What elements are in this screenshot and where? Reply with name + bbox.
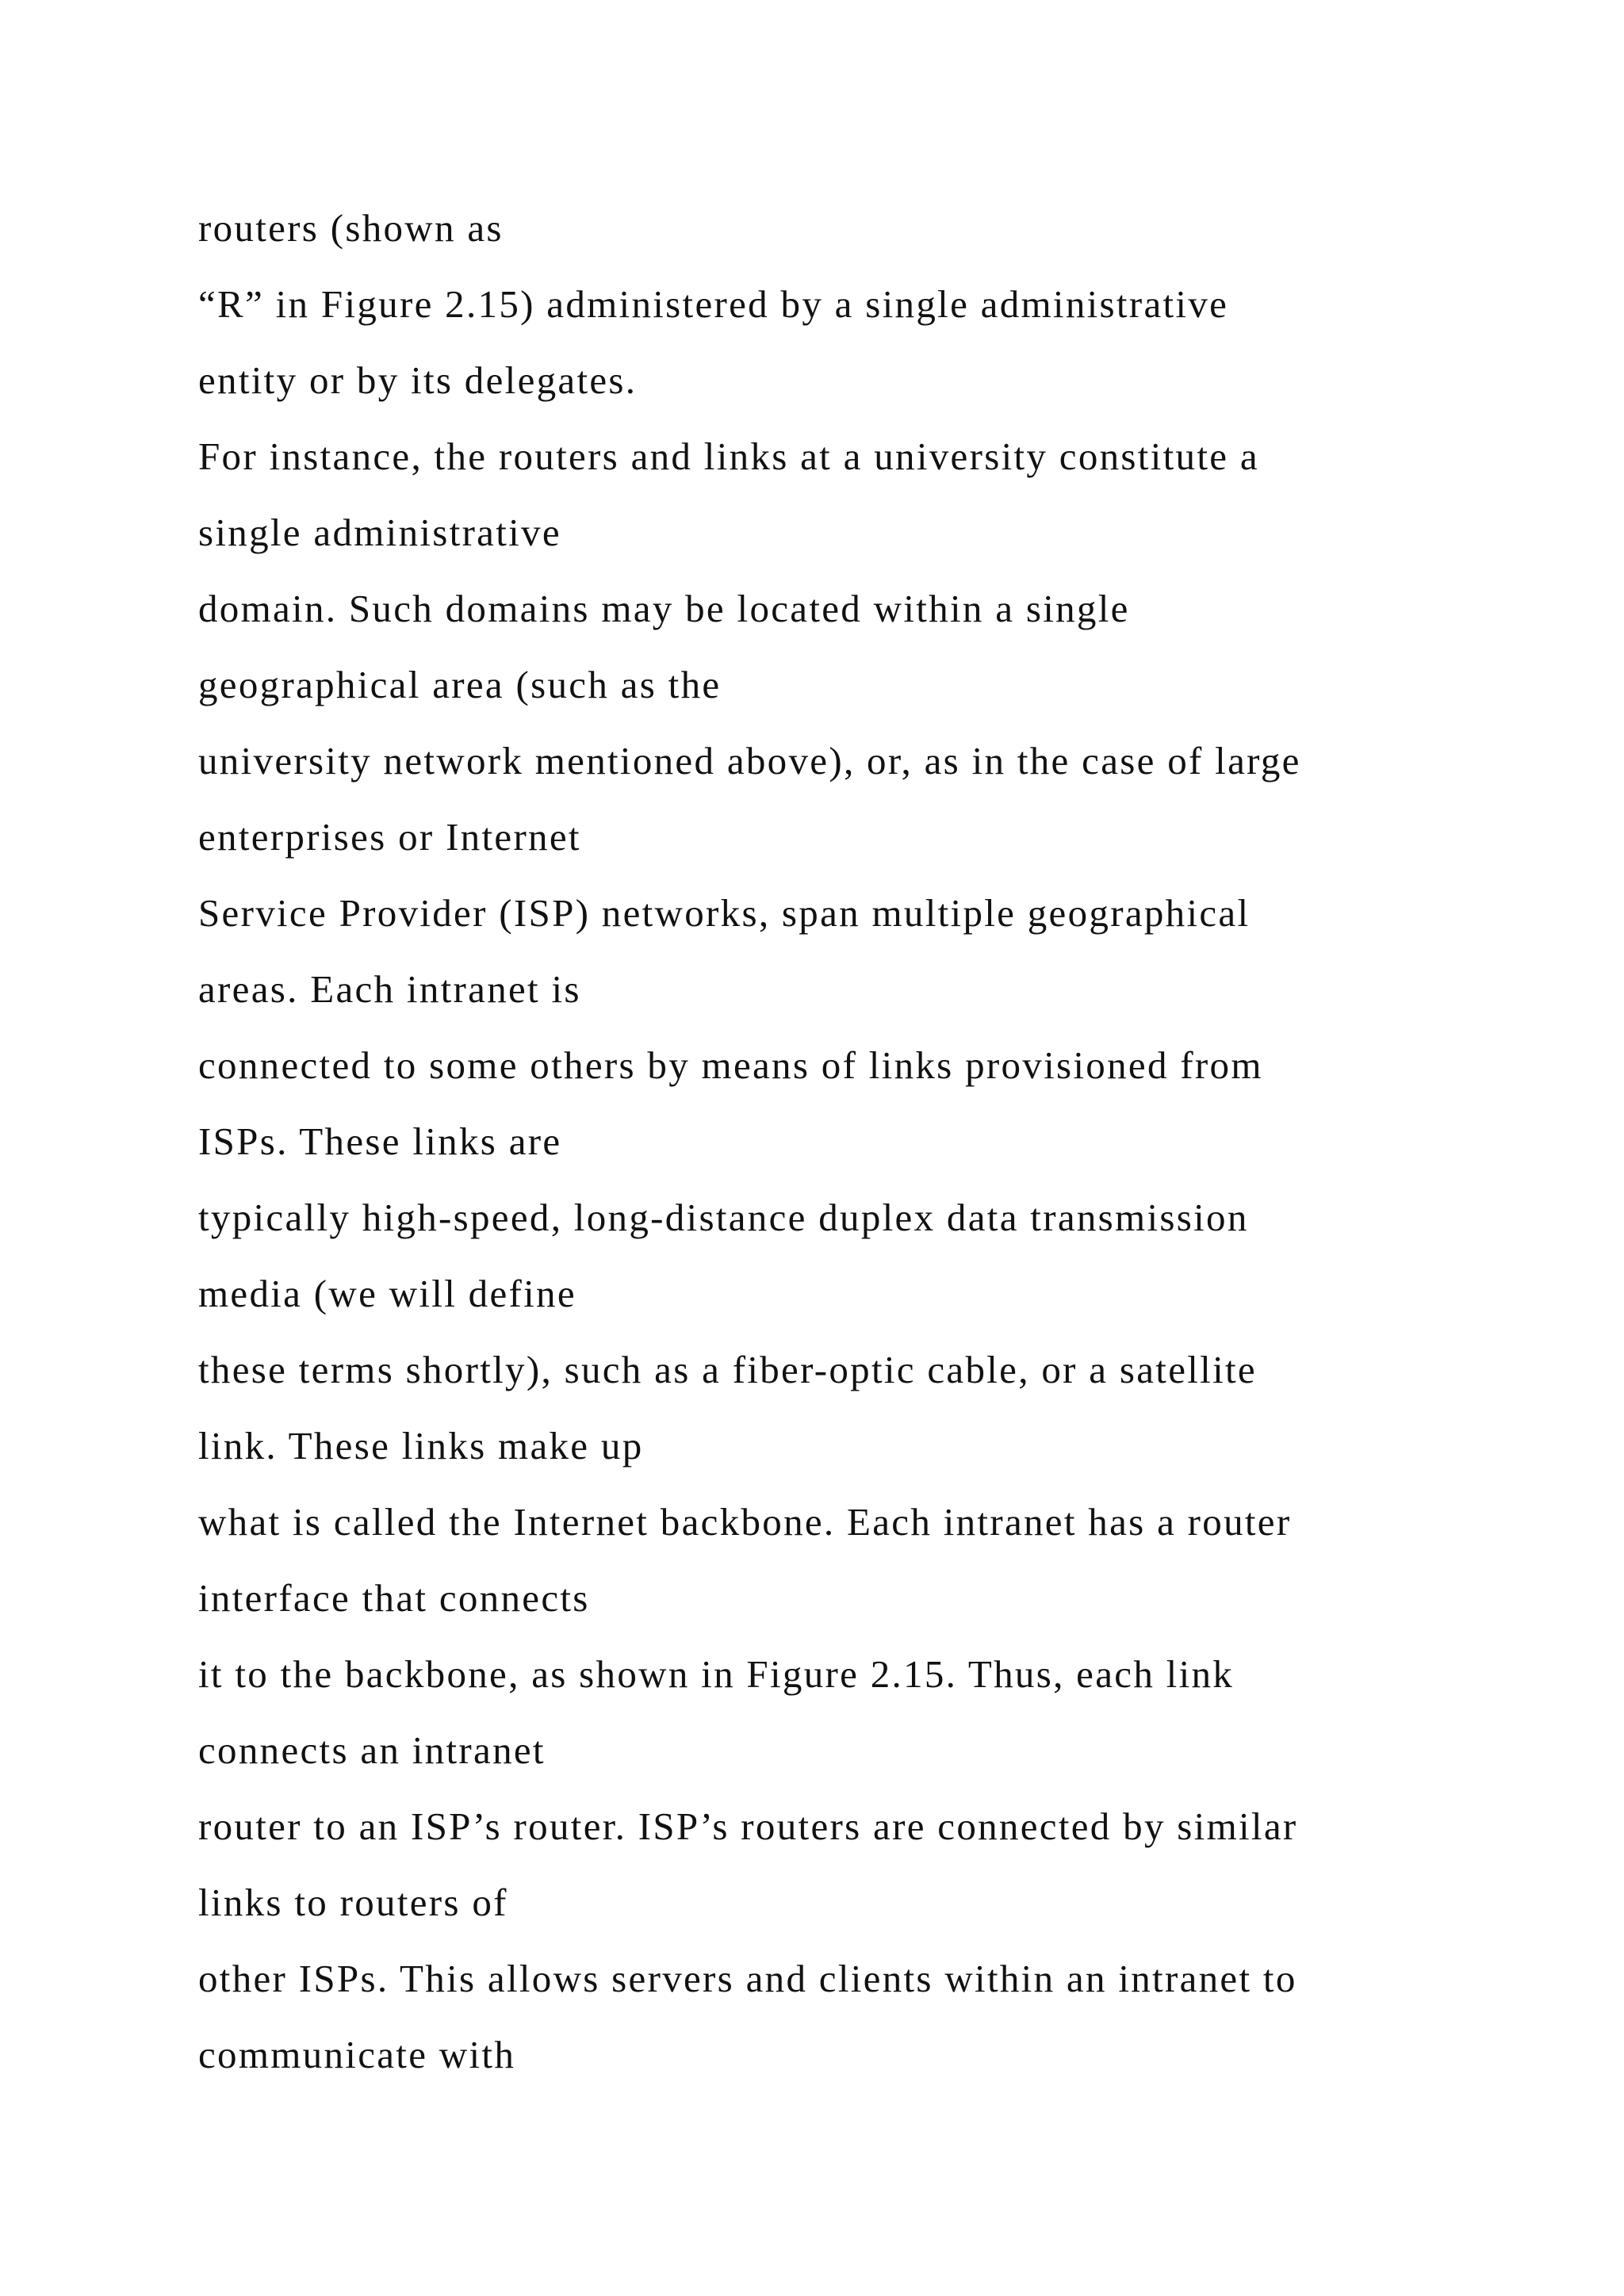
text-line: enterprises or Internet [198, 815, 581, 859]
text-line: these terms shortly), such as a fiber-optic cable, or a satellite [198, 1348, 1257, 1391]
text-line: connected to some others by means of links provisioned from [198, 1043, 1263, 1087]
text-line: domain. Such domains may be located within a single [198, 587, 1130, 630]
text-line: what is called the Internet backbone. Each intranet has a router [198, 1500, 1292, 1544]
text-line: other ISPs. This allows servers and clients within an intranet to [198, 1957, 1297, 2000]
text-line: entity or by its delegates. [198, 358, 638, 402]
text-line: routers (shown as [198, 206, 504, 250]
text-line: router to an ISP’s router. ISP’s routers are connected by similar [198, 1804, 1298, 1848]
text-line: Service Provider (ISP) networks, span multiple geographical [198, 891, 1251, 935]
text-line: media (we will define [198, 1272, 576, 1315]
body-text [198, 190, 1507, 2093]
text-line: areas. Each intranet is [198, 967, 581, 1011]
text-line: ISPs. These links are [198, 1119, 562, 1163]
text-line: connects an intranet [198, 1728, 546, 1772]
text-line: For instance, the routers and links at a university constitute a [198, 434, 1259, 478]
text-line: interface that connects [198, 1576, 590, 1620]
text-line: university network mentioned above), or, as in the case of large [198, 739, 1301, 783]
text-line: communicate with [198, 2033, 516, 2076]
text-line: typically high-speed, long-distance duplex data transmission [198, 1196, 1249, 1239]
text-line: link. These links make up [198, 1424, 644, 1468]
text-line: single administrative [198, 511, 561, 554]
text-line: geographical area (such as the [198, 663, 722, 706]
text-line: it to the backbone, as shown in Figure 2.15. Thus, each link [198, 1652, 1235, 1696]
text-line: links to routers of [198, 1881, 508, 1924]
text-line: “R” in Figure 2.15) administered by a single administrative [198, 282, 1229, 326]
